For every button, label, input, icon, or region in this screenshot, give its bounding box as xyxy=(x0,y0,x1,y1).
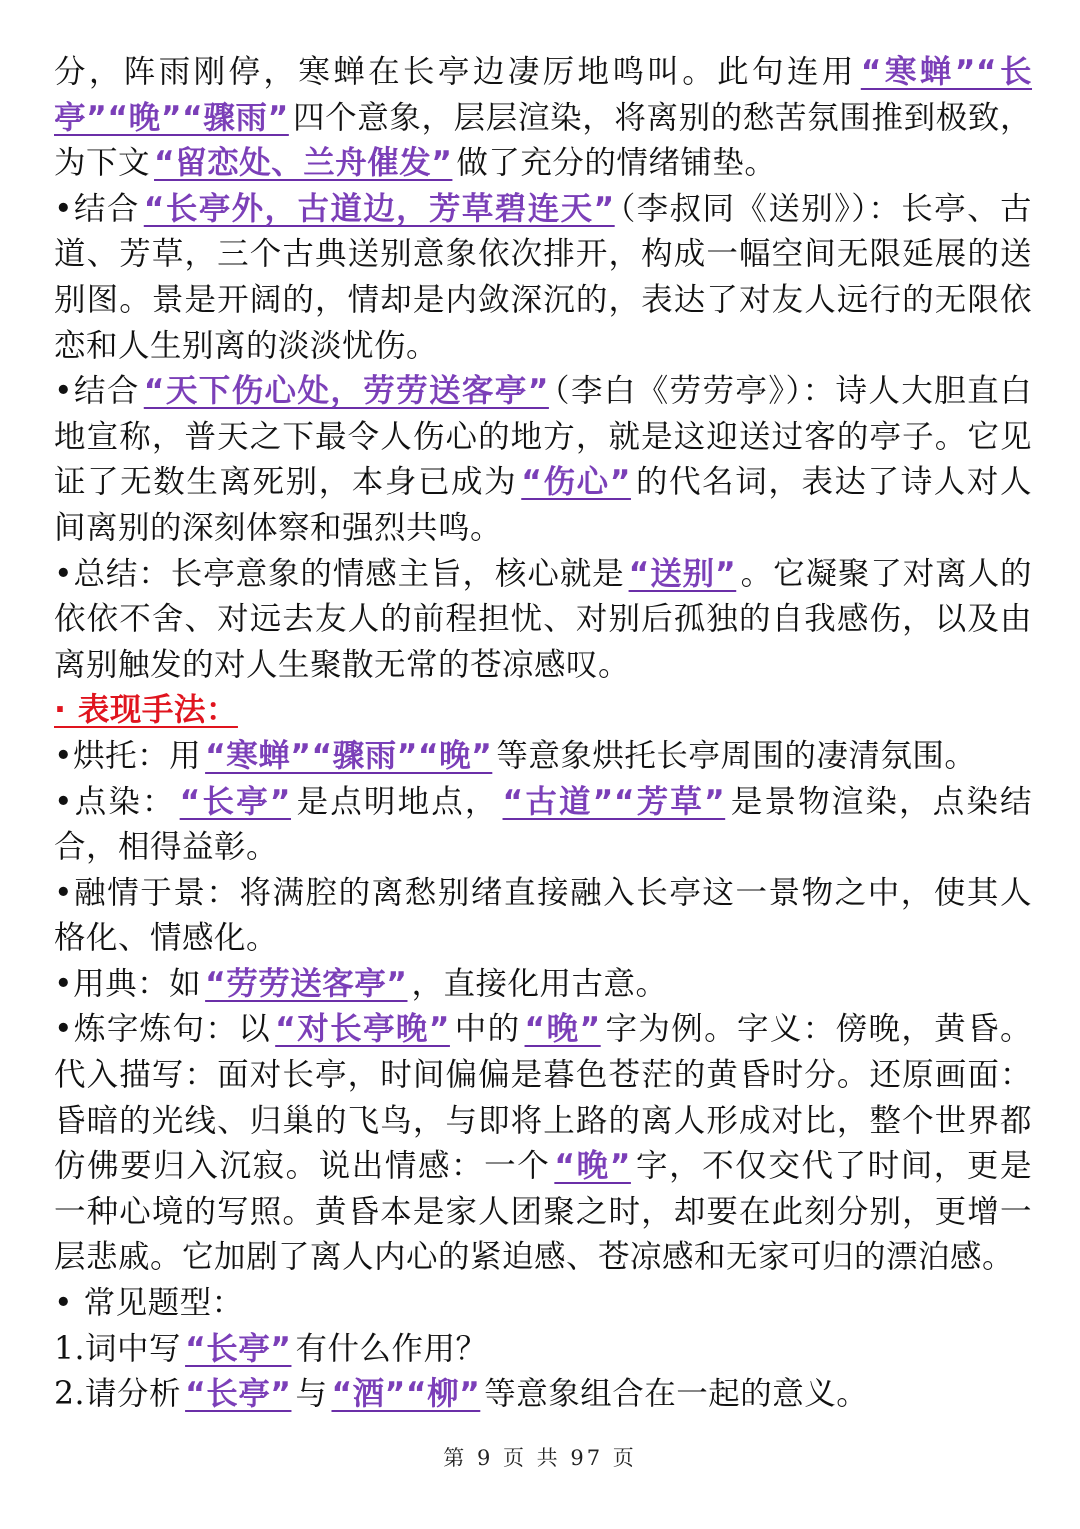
text: 字为例。字义：傍晚，黄昏。代入描写：面对长亭，时间偏偏是暮色苍茫的黄昏时分。还原画面：昏暗的光线、归巢的飞鸟，与即将上路的离人形成对比，整个世界都仿佛要归入沉寂。说出情感：一个 xyxy=(54,1011,1032,1185)
text: 是点明地点， xyxy=(295,783,499,820)
highlight-quote: “对长亭晚” xyxy=(275,1011,450,1048)
text: •炼字炼句：以 xyxy=(54,1011,272,1048)
text: •结合 xyxy=(54,190,140,227)
highlight-keyword: “晚” xyxy=(554,1148,631,1185)
highlight-keyword: “晚” xyxy=(524,1011,601,1048)
text: • 常见题型： xyxy=(54,1285,244,1322)
highlight-imagery: “寒蝉”“长亭”“晚”“骤雨” xyxy=(54,54,1033,136)
text: 字，不仅交代了时间，更是一种心境的写照。黄昏本是家人团聚之时，却要在此刻分别，更增一层悲戚。它加剧了离人内心的紧迫感、苍凉感和无家可归的漂泊感。 xyxy=(54,1148,1032,1276)
highlight-keyword: “送别” xyxy=(628,555,737,592)
paragraph-rongqing xyxy=(54,871,1032,962)
paragraph-intro xyxy=(54,50,1032,187)
paragraph-question-types xyxy=(54,1281,1032,1327)
heading-techniques: · 表现手法： xyxy=(54,692,238,729)
paragraph-songbie xyxy=(54,187,1032,369)
question-2 xyxy=(54,1372,1032,1418)
paragraph-laolaoting xyxy=(54,369,1032,551)
highlight-imagery: “酒”“柳” xyxy=(331,1376,481,1413)
text: •总结：长亭意象的情感主旨，核心就是 xyxy=(54,555,625,592)
highlight-keyword: “伤心” xyxy=(521,464,631,501)
text: •烘托：用 xyxy=(54,737,202,774)
highlight-quote: “留恋处、兰舟催发” xyxy=(154,145,453,182)
text: •结合 xyxy=(54,373,140,410)
paragraph-yongdian xyxy=(54,962,1032,1008)
highlight-imagery: “古道”“芳草” xyxy=(502,783,726,820)
text: •点染： xyxy=(54,783,176,820)
text: 等意象组合在一起的意义。 xyxy=(484,1376,869,1413)
text: 分，阵雨刚停，寒蝉在长亭边凄厉地鸣叫。此句连用 xyxy=(54,54,857,90)
text: 2.请分析 xyxy=(54,1376,182,1413)
text: （李叔同《送别》）：长亭、古道、芳草，三个古典送别意象依次排开，构成一幅空间无限延展的送别图。景是开阔的，情却是内敛深沉的，表达了对友人远行的无限依恋和人生别离的淡淡忧伤。 xyxy=(54,190,1032,364)
highlight-keyword: “长亭” xyxy=(185,1376,292,1413)
text: 有什么作用？ xyxy=(295,1330,488,1367)
text: （李白《劳劳亭》）：诗人大胆直白地宣称，普天之下最令人伤心的地方，就是这迎送过客的亭子。它见证了无数生离死别，本身已成为 xyxy=(54,373,1032,501)
highlight-keyword: “长亭” xyxy=(185,1330,292,1367)
paragraph-dianran xyxy=(54,780,1032,871)
paragraph-summary xyxy=(54,552,1032,689)
highlight-keyword: “长亭” xyxy=(179,783,291,820)
text: 中的 xyxy=(453,1011,521,1048)
highlight-quote: “长亭外，古道边，芳草碧连天” xyxy=(143,190,615,227)
text: 的代名词，表达了诗人对人间离别的深刻体察和强烈共鸣。 xyxy=(54,464,1032,546)
text: 等意象烘托长亭周围的凄清氛围。 xyxy=(496,737,977,774)
text: 是景物渲染，点染结合，相得益彰。 xyxy=(54,783,1032,866)
text: 四个意象，层层渲染，将离别的愁苦氛围推到极致，为下文 xyxy=(54,99,1032,182)
highlight-imagery: “寒蝉”“骤雨”“晚” xyxy=(205,737,493,774)
text: 做了充分的情绪铺垫。 xyxy=(456,145,777,182)
highlight-quote: “劳劳送客亭” xyxy=(205,965,408,1002)
text: ，直接化用古意。 xyxy=(411,965,668,1002)
text: 1.词中写 xyxy=(54,1330,182,1367)
paragraph-hongtuo xyxy=(54,734,1032,780)
text: 。它凝聚了对离人的依依不舍、对远去友人的前程担忧、对别后孤独的自我感伤，以及由离别触发的对人生聚散无常的苍凉感叹。 xyxy=(54,555,1032,683)
highlight-quote: “天下伤心处，劳劳送客亭” xyxy=(143,373,549,410)
page-number-footer: 第 9 页 共 97 页 xyxy=(443,1446,637,1470)
text: •融情于景：将满腔的离愁别绪直接融入长亭这一景物之中，使其人格化、情感化。 xyxy=(54,874,1032,957)
paragraph-lianzi xyxy=(54,1007,1032,1281)
text: 与 xyxy=(295,1376,328,1413)
question-1 xyxy=(54,1327,1032,1373)
text: •用典：如 xyxy=(54,965,202,1002)
section-heading xyxy=(54,688,1032,734)
